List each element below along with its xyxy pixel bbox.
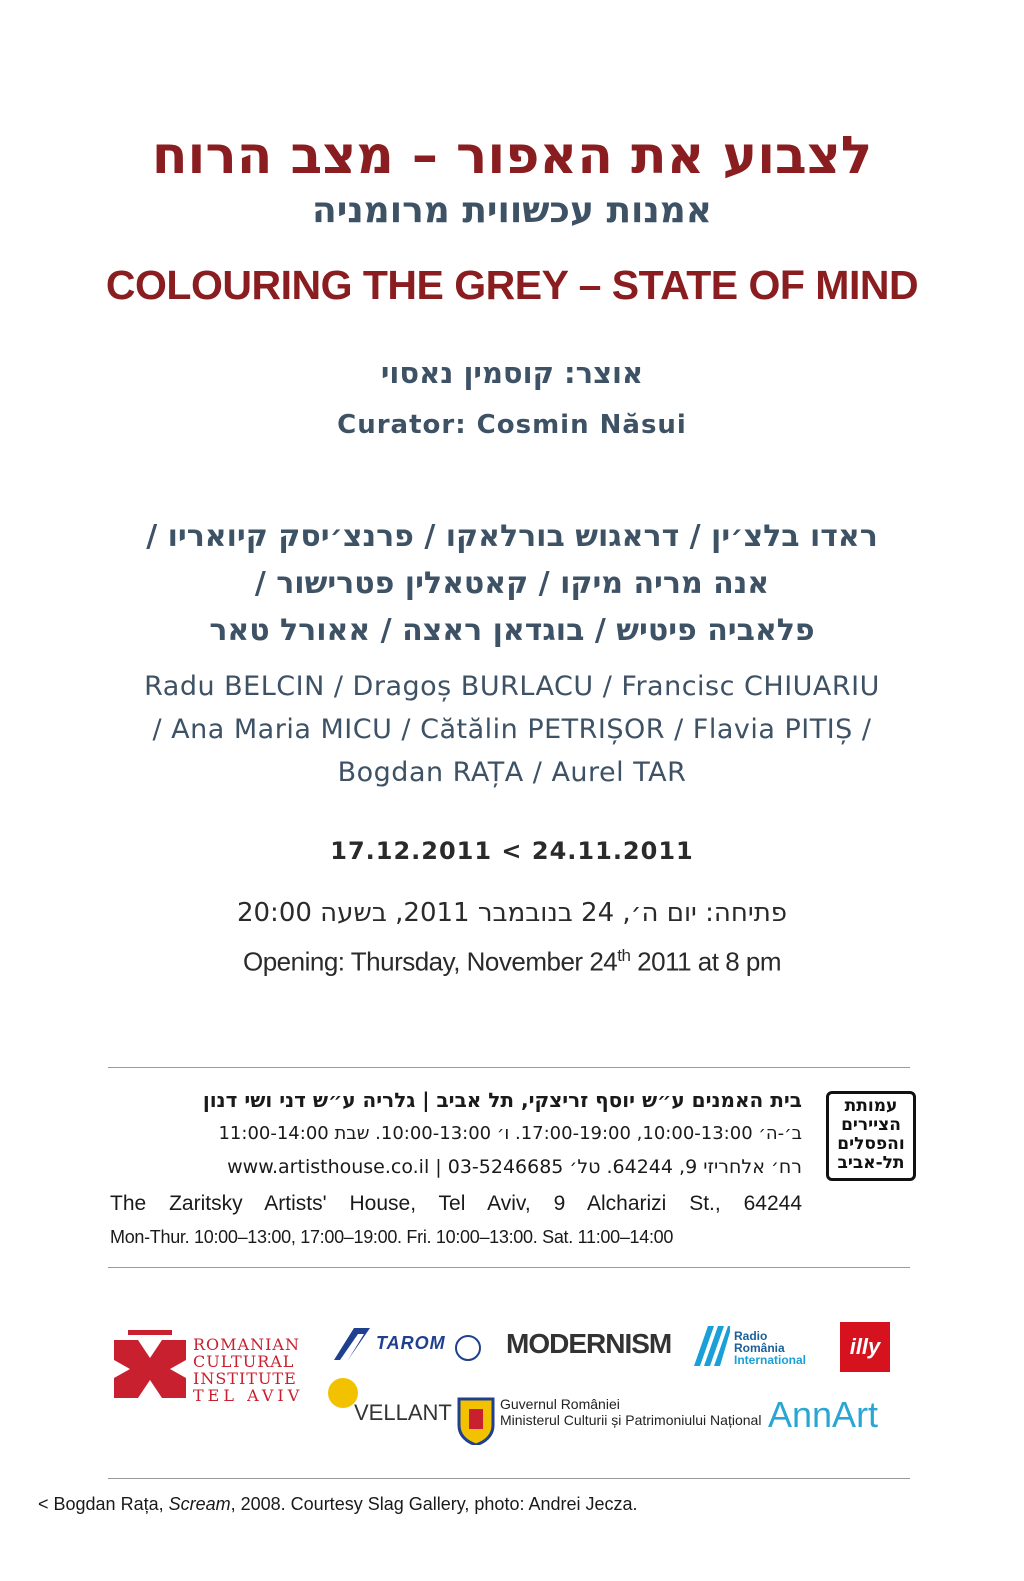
skyteam-icon [455,1335,481,1361]
artists-english-line: Bogdan RAȚA / Aurel TAR [337,757,687,788]
vellant-logo: VELLANT [354,1400,452,1425]
title-hebrew: לצבוע את האפור – מצב הרוח [151,126,873,186]
government-logo-text [500,1396,761,1428]
tarom-logo: TAROM [376,1333,446,1353]
opening-english-sup: th [617,946,631,965]
radio-romania-logo [734,1330,806,1366]
illy-logo: illy [840,1322,890,1372]
government-logo-line: Ministerul Culturii și Patrimoniului Național [500,1412,762,1428]
venue-info [110,1088,802,1258]
divider-middle [108,1267,910,1268]
venue-hours-hebrew: ב׳-ה׳ 10:00-13:00, 17:00-19:00. ו׳ 10:00-13:00. שבת 11:00-14:00 [218,1123,802,1144]
venue-address-english: The Zaritsky Artists' House, Tel Aviv, 9 Alcharizi St., 64244 [110,1192,802,1215]
romania-coat-of-arms-icon [457,1393,495,1445]
radio-logo-line: România [734,1341,785,1355]
image-caption [38,1494,638,1515]
caption-prefix: < Bogdan Rața, [38,1494,169,1514]
curator-hebrew: אוצר: קוסמין נאסוי [380,356,644,390]
artists-english [0,665,1024,794]
artists-hebrew-line: ראדו בלצ׳ין / דראגוש בורלאקו / פרנצ׳יסק קיואריו / [146,519,878,554]
caption-work-title: Scream [168,1494,231,1514]
modernism-logo: MODERNISM [506,1328,672,1359]
rci-logo-text [193,1336,303,1404]
artists-english-line: Radu BELCIN / Dragoș BURLACU / Francisc CHIUARIU [144,671,880,702]
venue-hours-english: Mon-Thur. 10:00–13:00, 17:00–19:00. Fri. 10:00–13:00. Sat. 11:00–14:00 [110,1227,674,1247]
annart-logo: AnnArt [768,1394,879,1435]
opening-english [0,946,1024,978]
venue-address-hebrew: רח׳ אלחריזי 9, 64244. טל׳ 03-5246685 | www.artisthouse.co.il [227,1156,802,1178]
rci-logo-line: CULTURAL [193,1352,295,1371]
artists-hebrew [0,513,1024,654]
opening-english-prefix: Opening: Thursday, November 24 [242,946,618,977]
curator-english: Curator: Cosmin Năsui [337,410,687,440]
artists-english-line: / Ana Maria MICU / Cătălin PETRIȘOR / Flavia PITIȘ / [152,714,872,745]
radio-logo-line: International [734,1353,807,1367]
radio-stripes-icon [694,1326,730,1366]
divider-bottom [108,1478,910,1479]
divider-top [108,1067,910,1068]
opening-hebrew: פתיחה: יום ה׳, 24 בנובמבר 2011, בשעה 20:00 [236,898,788,928]
title-english: COLOURING THE GREY – STATE OF MIND [105,262,919,308]
tarom-bird-icon [332,1326,372,1362]
artists-hebrew-line: פלאביה פיטיש / בוגדאן ראצה / אאורל טאר [209,613,815,648]
opening-english-suffix: 2011 at 8 pm [630,946,782,977]
venue-name-hebrew: בית האמנים ע״ש יוסף זריצקי, תל אביב | גלריה ע״ש דני ושי דנון [202,1088,802,1112]
caption-suffix: , 2008. Courtesy Slag Gallery, photo: Andrei Jecza. [230,1494,638,1514]
subtitle-hebrew: אמנות עכשווית מרומניה [312,190,712,231]
artists-association-logo: עמותת הציירים והפסלים תל-אביב [826,1091,916,1181]
exhibition-dates: 17.12.2011 < 24.11.2011 [330,837,694,865]
artists-hebrew-line: אנה מריה מיקו / קאטאלין פטרישור / [254,566,770,601]
rci-logo-line: INSTITUTE [193,1369,297,1388]
rci-logo-line: TEL AVIV [193,1386,304,1405]
rci-logo-line: ROMANIAN [193,1335,300,1354]
radio-logo-line: Radio [734,1329,768,1343]
government-logo-line: Guvernul României [500,1396,620,1412]
rci-emblem-icon [114,1330,186,1408]
